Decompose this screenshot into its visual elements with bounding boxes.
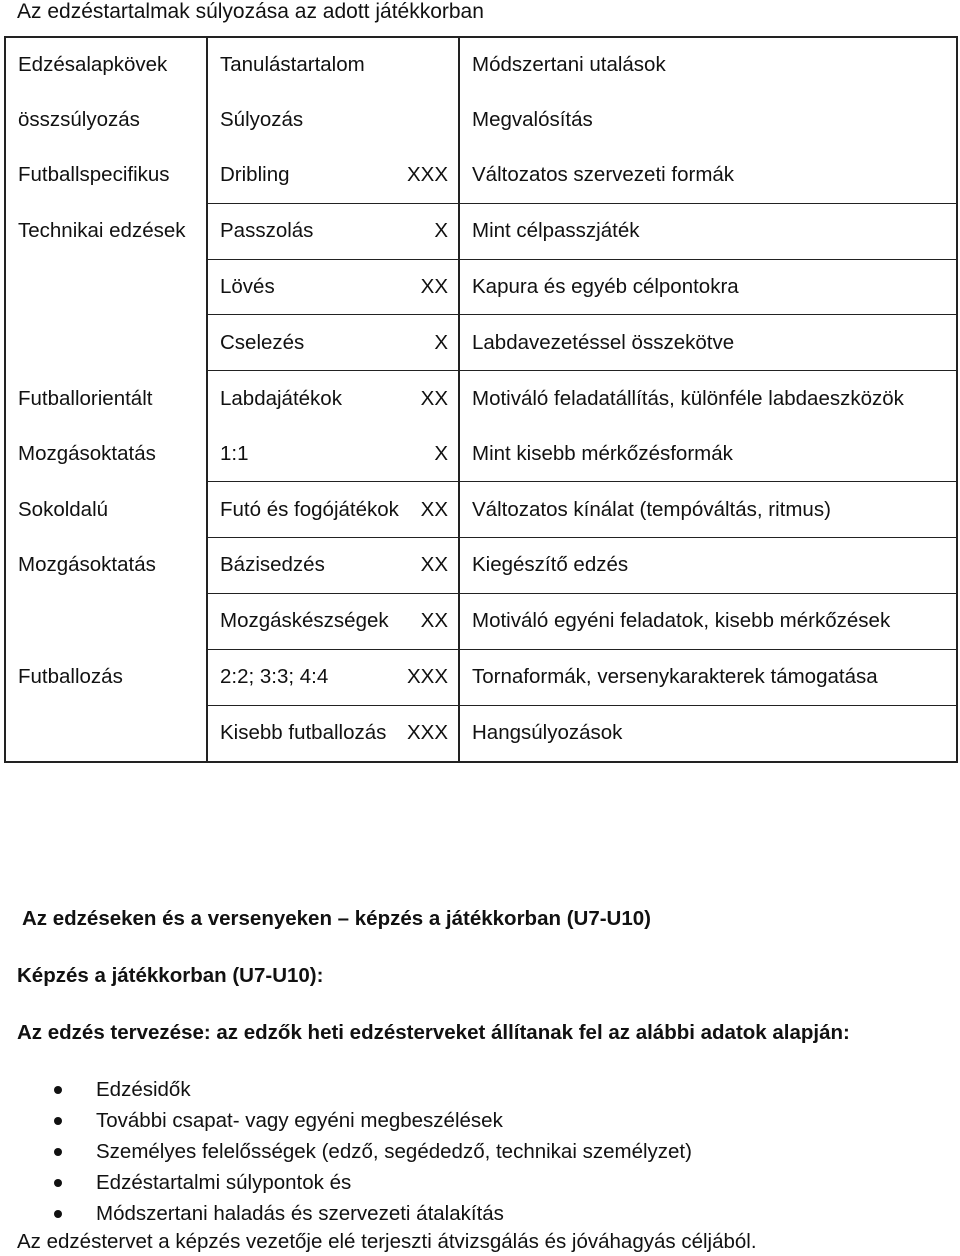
method-cell: Mint kisebb mérkőzésformák <box>459 426 957 481</box>
list-item <box>54 1105 692 1136</box>
content-label: Cselezés <box>220 330 305 354</box>
content-cell <box>207 482 459 538</box>
content-cell <box>207 315 459 371</box>
list-item <box>54 1136 692 1167</box>
bullet-dot-icon <box>54 1086 62 1094</box>
method-cell: Motiváló egyéni feladatok, kisebb mérkőzések <box>459 593 957 649</box>
foundation-cell: Futballozás <box>5 649 207 705</box>
content-wrap <box>220 53 458 77</box>
content-label: Súlyozás <box>220 108 304 132</box>
table-row <box>5 93 957 148</box>
list-item <box>54 1074 692 1105</box>
content-label: 1:1 <box>220 441 249 465</box>
table-row <box>5 538 957 594</box>
page-title: Az edzéstartalmak súlyozása az adott játékkorban <box>17 0 484 23</box>
table-row <box>5 482 957 538</box>
foundation-cell: Futballorientált <box>5 371 207 426</box>
table-row <box>5 426 957 481</box>
method-cell: Mint célpasszjáték <box>459 203 957 259</box>
list-item-text: Személyes felelősségek (edző, segédedző, technikai személyzet) <box>96 1140 692 1163</box>
method-cell: Labdavezetéssel összekötve <box>459 315 957 371</box>
bullet-dot-icon <box>54 1210 62 1218</box>
content-wrap <box>220 163 458 187</box>
method-cell: Tornaformák, versenykarakterek támogatása <box>459 649 957 705</box>
content-cell <box>207 203 459 259</box>
foundation-cell: Mozgásoktatás <box>5 538 207 594</box>
list-item <box>54 1167 692 1198</box>
content-wrap <box>220 387 458 411</box>
weight-marker: XXX <box>406 665 448 689</box>
table-row <box>5 37 957 93</box>
content-wrap <box>220 275 458 299</box>
section-heading: Az edzéseken és a versenyeken – képzés a játékkorban (U7-U10) <box>22 907 651 930</box>
content-label: Kisebb futballozás <box>220 721 387 745</box>
table-row <box>5 705 957 761</box>
content-wrap <box>220 219 458 243</box>
table-row <box>5 259 957 315</box>
list-item-text: Módszertani haladás és szervezeti átalakítás <box>96 1202 504 1225</box>
foundation-cell <box>5 593 207 649</box>
weight-marker: X <box>434 330 448 354</box>
list-item <box>54 1198 692 1229</box>
method-cell: Változatos szervezeti formák <box>459 148 957 203</box>
table-row <box>5 315 957 371</box>
content-label: Futó és fogójátékok <box>220 497 399 521</box>
bullet-dot-icon <box>54 1117 62 1125</box>
training-content-table <box>4 36 958 763</box>
method-cell: Megvalósítás <box>472 108 593 132</box>
weight-marker: XX <box>420 386 448 410</box>
footer-text: Az edzéstervet a képzés vezetője elé terjeszti átvizsgálás és jóváhagyás céljából. <box>17 1230 757 1253</box>
content-label: Dribling <box>220 163 290 187</box>
table-body <box>5 37 957 762</box>
table-row <box>5 371 957 426</box>
content-wrap <box>220 553 458 577</box>
foundation-cell <box>5 315 207 371</box>
content-label: 2:2; 3:3; 4:4 <box>220 665 329 689</box>
content-cell <box>207 148 459 203</box>
content-cell <box>207 538 459 594</box>
content-cell <box>207 593 459 649</box>
weight-marker: X <box>434 441 448 465</box>
planning-heading: Az edzés tervezése: az edzők heti edzésterveket állítanak fel az alábbi adatok alapján: <box>17 1021 850 1044</box>
table-row <box>5 148 957 203</box>
foundation-cell: Futballspecifikus <box>5 148 207 203</box>
foundation-cell: Mozgásoktatás <box>5 426 207 481</box>
list-item-text: Edzéstartalmi súlypontok és <box>96 1171 352 1194</box>
subheading: Képzés a játékkorban (U7-U10): <box>17 964 324 987</box>
content-cell <box>207 37 459 93</box>
table-row <box>5 203 957 259</box>
weight-marker: XX <box>420 497 448 521</box>
content-wrap <box>220 665 458 689</box>
list-item-text: Edzésidők <box>96 1078 191 1101</box>
method-cell: Hangsúlyozások <box>459 705 957 761</box>
list-item-text: További csapat- vagy egyéni megbeszélések <box>96 1109 503 1132</box>
foundation-cell <box>5 705 207 761</box>
method-cell: Kiegészítő edzés <box>459 538 957 594</box>
content-label: Tanulástartalom <box>220 53 365 77</box>
content-cell <box>207 93 459 148</box>
weight-marker: XX <box>420 609 448 633</box>
table-row <box>5 649 957 705</box>
content-label: Labdajátékok <box>220 386 342 410</box>
bullet-dot-icon <box>54 1148 62 1156</box>
content-label: Lövés <box>220 275 275 298</box>
weight-marker: XXX <box>406 163 448 187</box>
foundation-cell: összsúlyozás <box>5 93 207 148</box>
weight-marker: XX <box>420 553 448 577</box>
weight-marker: XX <box>420 275 448 298</box>
foundation-cell <box>5 259 207 315</box>
method-cell: Változatos kínálat (tempóváltás, ritmus) <box>459 482 957 538</box>
foundation-cell: Technikai edzések <box>5 203 207 259</box>
weight-marker: X <box>434 219 448 243</box>
content-label: Mozgáskészségek <box>220 609 389 633</box>
content-cell <box>207 259 459 315</box>
content-wrap <box>220 331 458 355</box>
content-label: Bázisedzés <box>220 553 325 577</box>
method-cell: Motiváló feladatállítás, különféle labdaeszközök <box>472 386 904 410</box>
content-label: Passzolás <box>220 219 314 243</box>
content-cell <box>207 426 459 481</box>
method-cell: Módszertani utalások <box>472 53 666 77</box>
content-wrap <box>220 108 458 132</box>
bullet-dot-icon <box>54 1179 62 1187</box>
weight-marker: XXX <box>406 721 448 745</box>
foundation-cell: Sokoldalú <box>5 482 207 538</box>
content-cell <box>207 371 459 426</box>
foundation-cell: Edzésalapkövek <box>5 37 207 93</box>
table-row <box>5 593 957 649</box>
content-wrap <box>220 721 458 745</box>
content-wrap <box>220 442 458 466</box>
content-cell <box>207 705 459 761</box>
content-wrap <box>220 609 458 633</box>
content-cell <box>207 649 459 705</box>
method-cell: Kapura és egyéb célpontokra <box>459 259 957 315</box>
bullet-list <box>54 1074 692 1229</box>
content-wrap <box>220 498 458 522</box>
